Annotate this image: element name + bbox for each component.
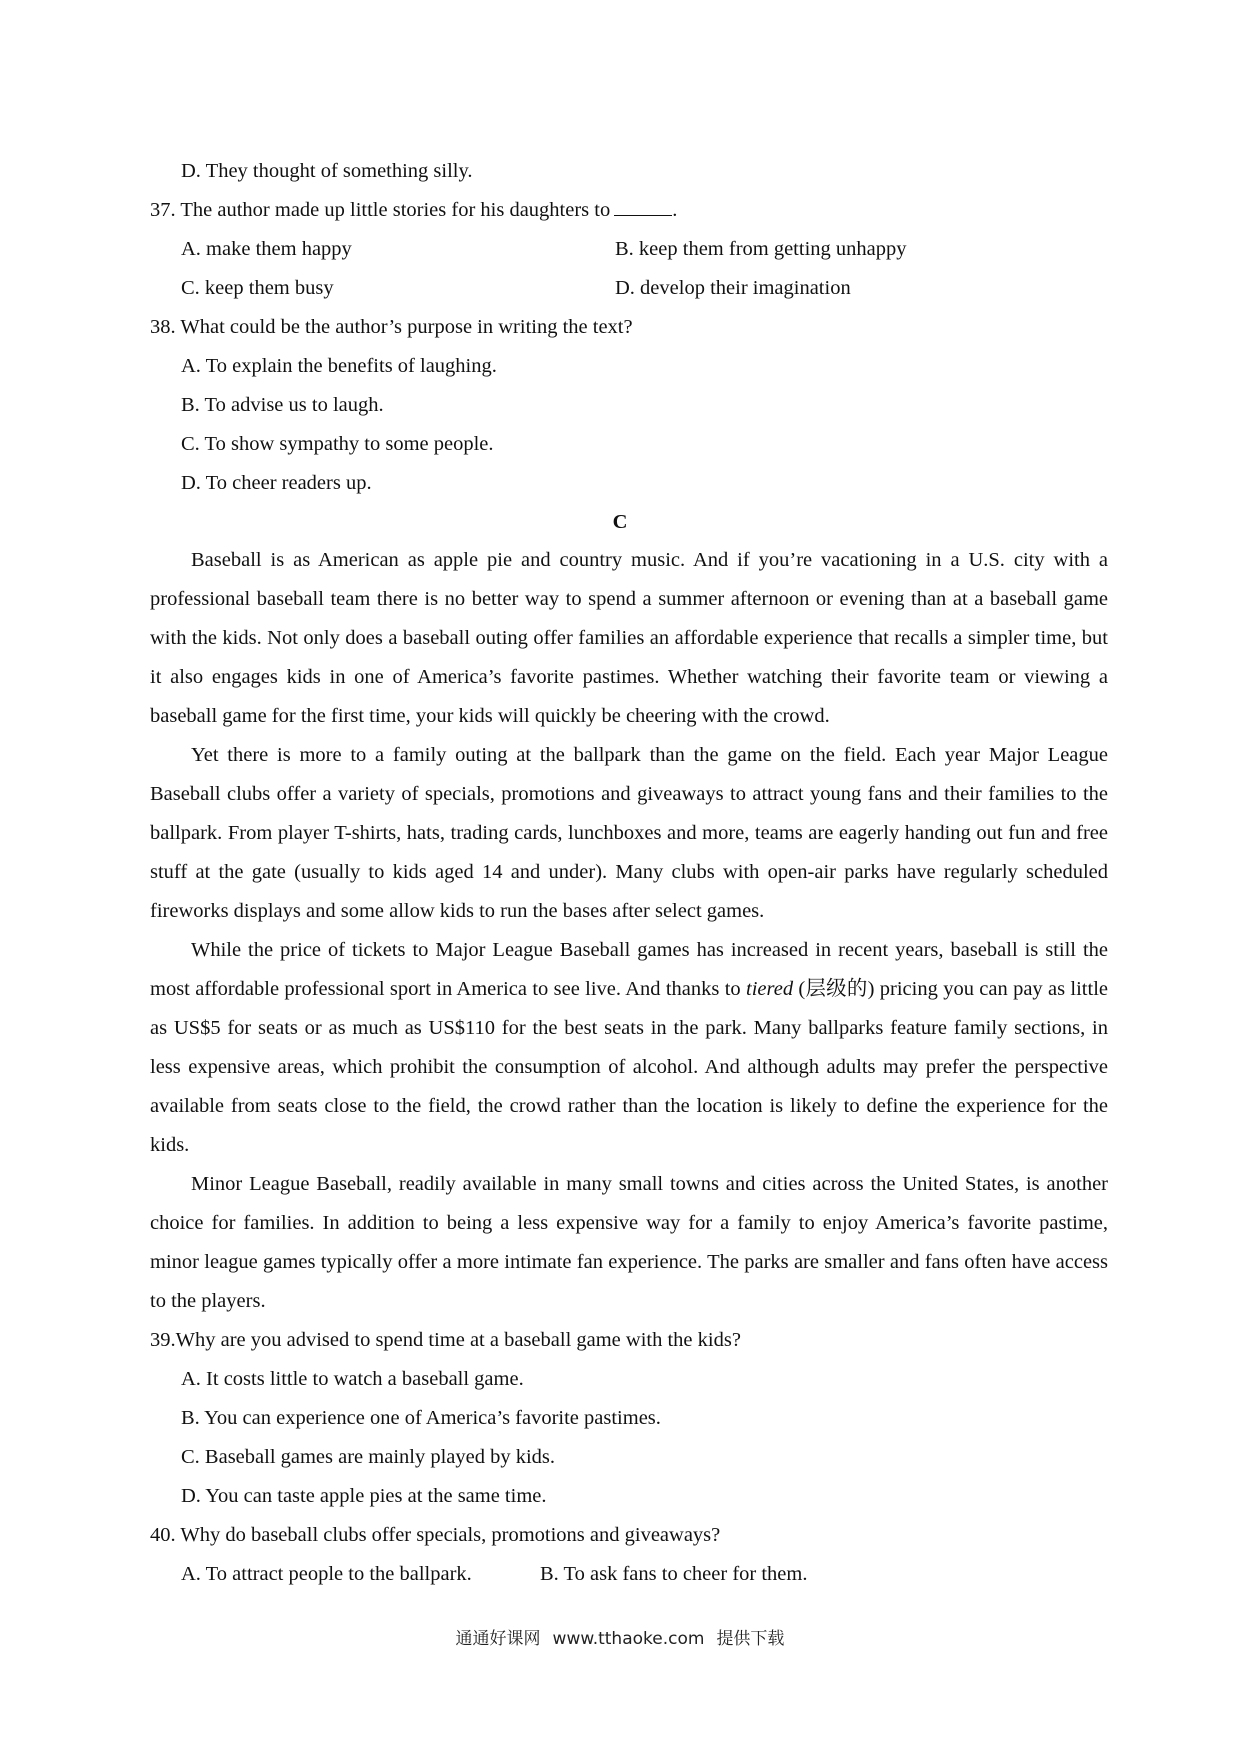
q38-stem: 38. What could be the author’s purpose in writing the text? (150, 316, 633, 338)
q38-option-d: D. To cheer readers up. (181, 472, 372, 494)
q38-option-a: A. To explain the benefits of laughing. (181, 355, 497, 377)
paragraph-3-part-a: While the price of tickets to Major League Baseball games has increased in recent years, baseball is still the most affordable professional sport in America to see live. And thanks to (150, 939, 1108, 1000)
footer-url[interactable]: www.tthaoke.com (552, 1629, 705, 1649)
q37-answer-blank (614, 199, 672, 216)
q39-option-d: D. You can taste apple pies at the same time. (181, 1485, 547, 1507)
q38-option-c: C. To show sympathy to some people. (181, 433, 494, 455)
q37-option-c: C. keep them busy (181, 277, 334, 299)
q37-option-d: D. develop their imagination (615, 277, 851, 299)
section-heading-c: C (612, 511, 628, 533)
passage-paragraph-2: Yet there is more to a family outing at the ballpark than the game on the field. Each year Major League Baseball clubs offer a variety of specials, promotions and giveaways to attract young fans and their families to the ballpark. From player T-shirts, hats, trading cards, lunchboxes and more, teams are eagerly handing out fun and free stuff at the gate (usually to kids aged 14 and under). Many clubs with open-air parks have regularly scheduled fireworks displays and some allow kids to run the bases after select games. (150, 744, 1108, 922)
term-tiered: tiered (746, 978, 794, 1000)
page-footer (0, 1624, 1240, 1649)
term-gloss: (层级的) (798, 978, 875, 1000)
q37-stem (150, 197, 1110, 223)
q37-option-b: B. keep them from getting unhappy (615, 238, 907, 260)
paragraph-3-part-b: pricing you can pay as little as US$5 for seats or as much as US$110 for the best seats in the park. Many ballparks feature family sections, in less expensive areas, which prohibit the consumption of alcohol. And although adults may prefer the perspective available from seats close to the field, the crowd rather than the location is likely to define the experience for the kids. (150, 978, 1108, 1156)
q39-option-a: A. It costs little to watch a baseball game. (181, 1368, 524, 1390)
q36-option-d: D. They thought of something silly. (181, 160, 473, 182)
q37-stem-end: . (672, 199, 678, 221)
passage-paragraph-4: Minor League Baseball, readily available in many small towns and cities across the United States, is another choice for families. In addition to being a less expensive way for a family to enjoy America’s favorite pastime, minor league games typically offer a more intimate fan experience. The parks are smaller and fans often have access to the players. (150, 1173, 1108, 1312)
q37-option-a: A. make them happy (181, 238, 352, 260)
q39-option-c: C. Baseball games are mainly played by kids. (181, 1446, 556, 1468)
q40-stem: 40. Why do baseball clubs offer specials, promotions and giveaways? (150, 1524, 721, 1546)
q37-stem-text: 37. The author made up little stories for his daughters to (150, 199, 611, 221)
passage-paragraph-3 (150, 931, 1108, 1165)
q39-stem: 39.Why are you advised to spend time at a baseball game with the kids? (150, 1329, 741, 1351)
q38-option-b: B. To advise us to laugh. (181, 394, 384, 416)
passage-paragraph-1: Baseball is as American as apple pie and country music. And if you’re vacationing in a U.S. city with a professional baseball team there is no better way to spend a summer afternoon or evening than at a baseball game with the kids. Not only does a baseball outing offer families an affordable experience that recalls a simpler time, but it also engages kids in one of America’s favorite pastimes. Whether watching their favorite team or viewing a baseball game for the first time, your kids will quickly be cheering with the crowd. (150, 549, 1108, 727)
q40-option-b: B. To ask fans to cheer for them. (540, 1563, 808, 1585)
q39-option-b: B. You can experience one of America’s favorite pastimes. (181, 1407, 661, 1429)
q40-option-a: A. To attract people to the ballpark. (181, 1563, 472, 1585)
footer-site-name: 通通好课网 (455, 1629, 541, 1649)
footer-suffix: 提供下载 (716, 1629, 785, 1649)
